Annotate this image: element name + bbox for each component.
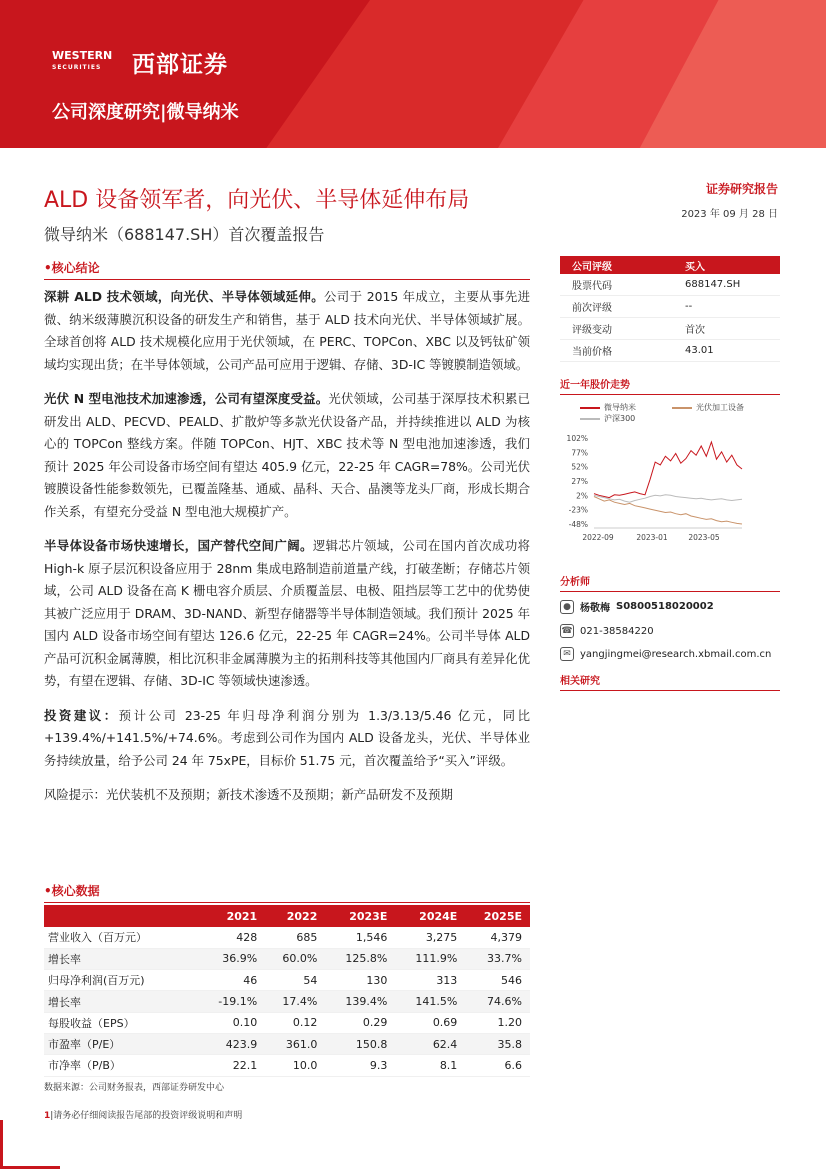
- rating-row: [560, 274, 780, 296]
- logo-mark: [52, 50, 126, 76]
- risk-warning: 风险提示：光伏装机不及预期；新技术渗透不及预期；新产品研发不及预期: [44, 787, 453, 802]
- table-cell: 0.12: [265, 1012, 325, 1033]
- y-tick-label: 2%: [576, 491, 588, 501]
- paragraph: [44, 388, 530, 523]
- table-cell: 546: [465, 970, 530, 991]
- series-line: [594, 442, 742, 498]
- rating-label: 前次评级: [572, 303, 612, 314]
- y-tick-label: 27%: [571, 477, 588, 486]
- stock-price-chart: [560, 396, 780, 546]
- rating-row: [560, 318, 780, 340]
- paragraph-text: 预计公司 23-25 年归母净利润分别为 1.3/3.13/5.46 亿元，同比+139.4%/+141.5%/+74.6%。考虑到公司作为国内 ALD 设备龙头，光伏、半导体业务持续放量，给予公司 24 年 75xPE，目标价 51.75 元，首次覆盖给予“买入”评级。: [44, 707, 530, 768]
- header-banner: [0, 0, 826, 148]
- table-cell: 增长率: [44, 948, 199, 969]
- report-type: 公司深度研究|微导纳米: [52, 102, 239, 123]
- paragraph-lead: 半导体设备市场快速增长，国产替代空间广阔。: [44, 538, 313, 553]
- table-cell: 46: [199, 970, 265, 991]
- chart-svg: [560, 396, 780, 546]
- logo-sub-text: SECURITIES: [52, 63, 102, 71]
- table-row: [44, 927, 530, 948]
- table-cell: 313: [395, 970, 465, 991]
- table-cell: 增长率: [44, 991, 199, 1012]
- table-cell: 1.20: [465, 1012, 530, 1033]
- table-header-cell: 2025E: [465, 905, 530, 927]
- table-header-cell: 2022: [265, 905, 325, 927]
- y-tick-label: 102%: [566, 434, 588, 443]
- table-cell: 6.6: [465, 1055, 530, 1076]
- phone-icon: ☎: [561, 626, 573, 636]
- logo-top-text: WESTERN: [52, 48, 113, 62]
- analyst-license: S0800518020002: [616, 601, 714, 612]
- table-cell: 423.9: [199, 1033, 265, 1054]
- analyst-phone: 021-38584220: [580, 625, 654, 637]
- table-cell: 8.1: [395, 1055, 465, 1076]
- table-row: [44, 1033, 530, 1054]
- table-header-cell: 2023E: [325, 905, 395, 927]
- company-logo: [52, 46, 228, 79]
- series-line: [594, 497, 742, 525]
- table-cell: 营业收入（百万元）: [44, 927, 199, 948]
- table-cell: 归母净利润(百万元): [44, 970, 199, 991]
- y-tick-label: 77%: [571, 448, 588, 458]
- table-cell: 130: [325, 970, 395, 991]
- y-tick-label: -23%: [568, 505, 588, 515]
- table-cell: 0.10: [199, 1012, 265, 1033]
- series-line: [594, 495, 742, 502]
- corner-decoration: [0, 1120, 3, 1169]
- legend-label: 沪深300: [604, 414, 636, 423]
- paragraph-text: 光伏领域，公司基于深厚技术积累已研发出 ALD、PECVD、PEALD、扩散炉等多款光伏设备产品，并持续推进以 ALD 为核心的 TOPCon 整线方案。伴随 TOPCon、HJT、XBC 技术等 N 型电池加速渗透，我们预计 2025 年公司设备市场空间有望达 405.9 亿元，22-25 年 CAGR=78%。公司光伏镀膜设备性能参数领先，已覆盖隆基、通威、晶科、天合、晶澳等龙头厂商，形成长期合作关系，有望充分受益 N 型电池大规模扩产。: [44, 391, 530, 519]
- rating-value: 688147.SH: [685, 279, 741, 290]
- analyst-heading: 分析师: [560, 573, 780, 592]
- analyst-email[interactable]: yangjingmei@research.xbmail.com.cn: [580, 648, 772, 660]
- logo-company-name: 西部证券: [132, 52, 228, 78]
- paragraph-lead: 深耕 ALD 技术领域，向光伏、半导体领域延伸。: [44, 289, 325, 304]
- table-row: [44, 970, 530, 991]
- table-cell: 125.8%: [325, 948, 395, 969]
- table-cell: 141.5%: [395, 991, 465, 1012]
- table-cell: 每股收益（EPS）: [44, 1012, 199, 1033]
- analyst-name: 杨敬梅: [580, 603, 610, 614]
- legend-label: 微导纳米: [604, 403, 636, 412]
- footer-disclaimer: |请务必仔细阅读报告尾部的投资评级说明和声明: [50, 1111, 243, 1121]
- rating-value: --: [685, 301, 693, 312]
- core-conclusion-heading: •核心结论: [44, 259, 530, 280]
- rating-table: [560, 256, 780, 362]
- page-number: 1: [44, 1111, 51, 1121]
- table-header-cell: [44, 905, 199, 927]
- report-title: ALD 设备领军者，向光伏、半导体延伸布局: [44, 188, 470, 213]
- table-cell: 60.0%: [265, 948, 325, 969]
- rating-value: 首次: [685, 325, 705, 336]
- table-cell: 9.3: [325, 1055, 395, 1076]
- table-header-cell: 2021: [199, 905, 265, 927]
- analyst-phone-row: [560, 624, 654, 638]
- paragraph-text: 逻辑芯片领域，公司在国内首次成功将 High-k 原子层沉积设备应用于 28nm 集成电路制造前道量产线，打破垄断；存储芯片领域，公司 ALD 设备在高 K 栅电容介质层、介质覆盖层、电极、阻挡层等工艺中的优势使其被广泛应用于 DRAM、3D-NAND、新型存储器等半导体制造领域。我们预计 2025 年国内 ALD 设备市场空间有望达 126.6 亿元，22-25 年 CAGR=24%。公司半导体 ALD 产品可沉积金属薄膜，相比沉积非金属薄膜为主的拓荆科技等其他国内厂商具有差异化优势，有望在逻辑、存储、3D-IC 等领域快速渗透。: [44, 538, 531, 688]
- rating-header-label: 公司评级: [572, 261, 612, 273]
- related-research-heading: 相关研究: [560, 672, 780, 691]
- person-icon: ●: [560, 600, 574, 614]
- paragraph-lead: 投资建议：: [44, 707, 119, 723]
- paragraph-lead: 光伏 N 型电池技术加速渗透，公司有望深度受益。: [44, 391, 329, 406]
- stock-chart-heading: 近一年股价走势: [560, 376, 780, 395]
- rating-row: [560, 296, 780, 318]
- table-cell: 4,379: [465, 927, 530, 948]
- financial-data-table: [44, 905, 530, 1077]
- paragraph: [44, 535, 530, 693]
- paragraph: [44, 286, 530, 376]
- table-cell: 10.0: [265, 1055, 325, 1076]
- table-cell: 35.8: [465, 1033, 530, 1054]
- rating-value: 43.01: [685, 345, 714, 356]
- table-row: [44, 991, 530, 1012]
- table-cell: 0.29: [325, 1012, 395, 1033]
- table-row: [44, 1055, 530, 1076]
- table-cell: 1,546: [325, 927, 395, 948]
- table-row: [44, 1012, 530, 1033]
- report-date: 2023 年 09 月 28 日: [681, 209, 778, 220]
- x-tick-label: 2022-09: [582, 533, 614, 542]
- table-cell: 361.0: [265, 1033, 325, 1054]
- table-cell: 3,275: [395, 927, 465, 948]
- report-subtitle: 微导纳米（688147.SH）首次覆盖报告: [44, 225, 325, 244]
- page-footer: [44, 1108, 242, 1121]
- rating-header: [560, 256, 780, 274]
- analyst-name-row: [560, 599, 714, 614]
- table-cell: 139.4%: [325, 991, 395, 1012]
- legend-label: 光伏加工设备: [696, 403, 744, 412]
- table-cell: 62.4: [395, 1033, 465, 1054]
- table-row: [44, 948, 530, 969]
- core-data-heading: •核心数据: [44, 882, 530, 903]
- mail-icon: ✉: [560, 647, 574, 661]
- data-source-note: 数据来源：公司财务报表，西部证券研发中心: [44, 1083, 225, 1093]
- core-conclusion-body: [44, 286, 530, 807]
- rating-label: 当前价格: [572, 347, 612, 358]
- rating-row: [560, 340, 780, 362]
- table-header-row: [44, 905, 530, 927]
- table-cell: 36.9%: [199, 948, 265, 969]
- x-tick-label: 2023-01: [636, 533, 668, 542]
- analyst-email-row: [560, 647, 771, 661]
- table-cell: 74.6%: [465, 991, 530, 1012]
- rating-label: 评级变动: [572, 325, 612, 336]
- table-cell: 0.69: [395, 1012, 465, 1033]
- table-cell: 市盈率（P/E）: [44, 1033, 199, 1054]
- y-tick-label: -48%: [568, 520, 588, 529]
- table-cell: -19.1%: [199, 991, 265, 1012]
- table-cell: 22.1: [199, 1055, 265, 1076]
- table-cell: 54: [265, 970, 325, 991]
- table-cell: 685: [265, 927, 325, 948]
- paragraph-text: 公司于 2015 年成立，主要从事先进微、纳米级薄膜沉积设备的研发生产和销售，基于 ALD 技术向光伏、半导体领域扩展。全球首创将 ALD 技术规模化应用于光伏领域，在 PERC、TOPCon、XBC 以及钙钛矿领域均实现出货；在半导体领域，公司产品可应用于逻辑、存储、3D-IC 等镀膜制造领域。: [44, 289, 530, 372]
- paragraph: [44, 705, 530, 773]
- table-cell: 17.4%: [265, 991, 325, 1012]
- doc-type-label: 证券研究报告: [705, 182, 778, 196]
- rating-header-value: 买入: [685, 261, 705, 273]
- x-tick-label: 2023-05: [688, 533, 720, 542]
- rating-label: 股票代码: [572, 281, 612, 292]
- table-cell: 市净率（P/B）: [44, 1055, 199, 1076]
- table-cell: 428: [199, 927, 265, 948]
- table-cell: 111.9%: [395, 948, 465, 969]
- table-header-cell: 2024E: [395, 905, 465, 927]
- table-cell: 33.7%: [465, 948, 530, 969]
- y-tick-label: 52%: [571, 462, 588, 472]
- table-cell: 150.8: [325, 1033, 395, 1054]
